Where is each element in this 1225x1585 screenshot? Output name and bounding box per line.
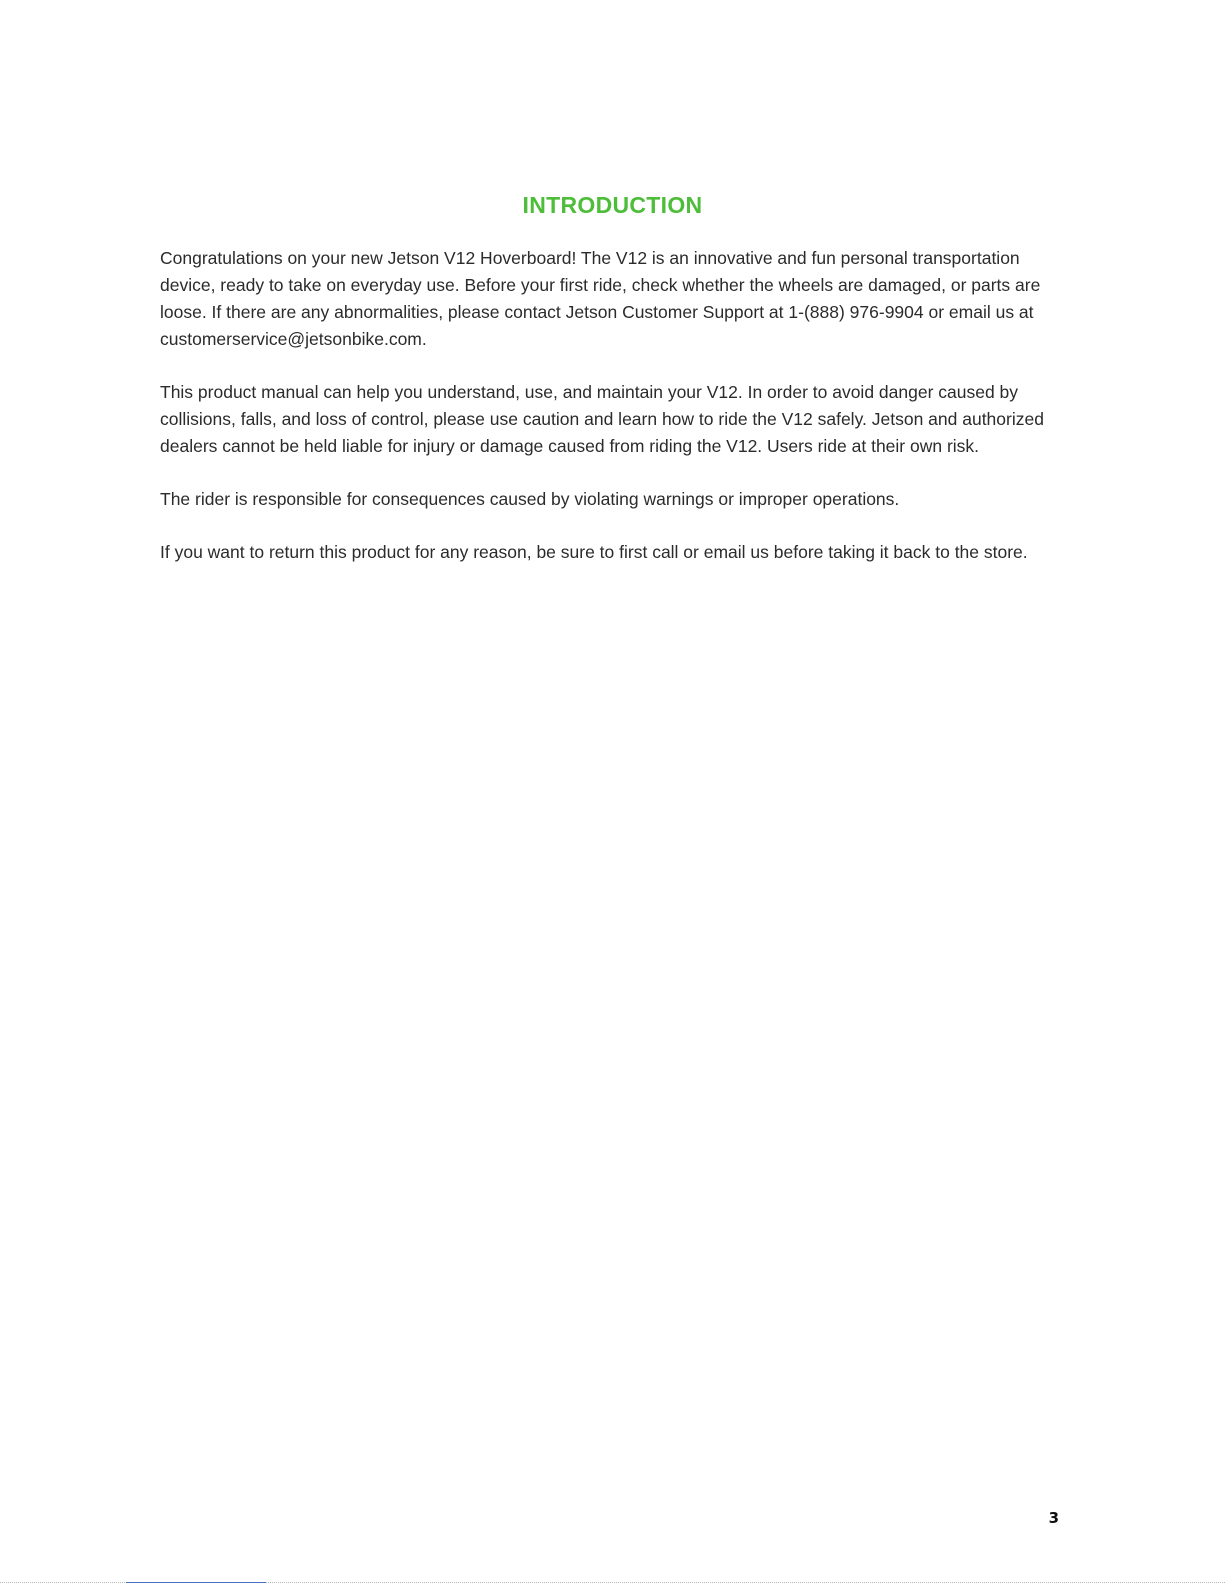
intro-paragraph-4: If you want to return this product for any reason, be sure to first call or email us before taking it back to the store. bbox=[160, 542, 1028, 562]
body-text bbox=[160, 245, 1060, 592]
page-title: INTRODUCTION bbox=[522, 192, 703, 218]
intro-paragraph-2: This product manual can help you understand, use, and maintain your V12. In order to avoid danger caused by collisions, falls, and loss of control, please use caution and learn how to ride the V12 safely. Jetson and authorized dealers cannot be held liable for injury or damage caused from riding the V12. Users ride at their own risk. bbox=[160, 382, 1044, 456]
page-bottom-link-underline bbox=[126, 1582, 266, 1583]
page-number: 3 bbox=[1048, 1509, 1059, 1527]
intro-paragraph-3: The rider is responsible for consequences caused by violating warnings or improper operations. bbox=[160, 489, 900, 509]
intro-paragraph-1: Congratulations on your new Jetson V12 Hoverboard! The V12 is an innovative and fun personal transportation device, ready to take on everyday use. Before your first ride, check whether the wheels are damaged, or parts are loose. If there are any abnormalities, please contact Jetson Customer Support at 1-(888) 976-9904 or email us at customerservice@jetsonbike.com. bbox=[160, 248, 1041, 349]
